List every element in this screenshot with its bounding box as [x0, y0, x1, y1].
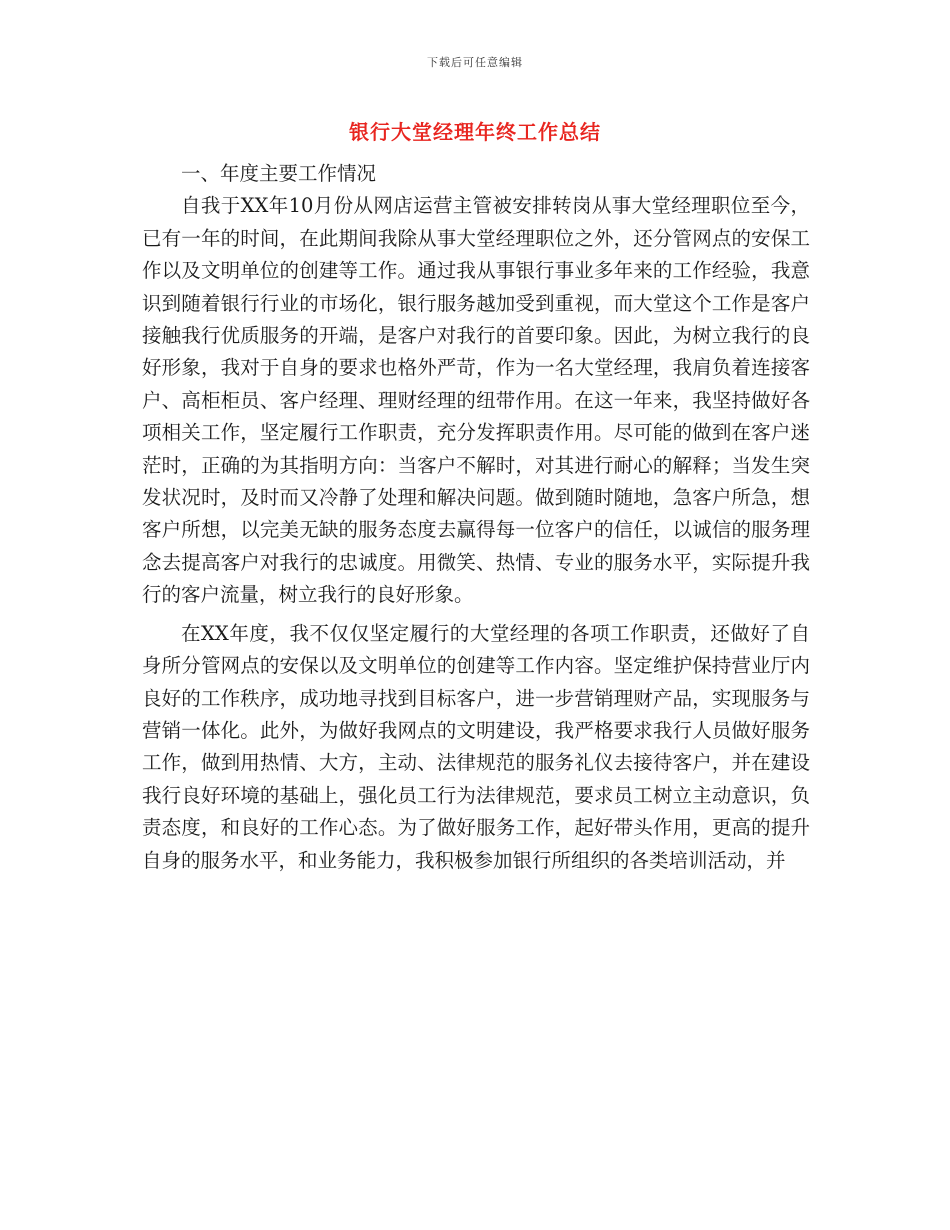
paragraph-2: 在XX年度，我不仅仅坚定履行的大堂经理的各项工作职责，还做好了自身所分管网点的安保以及文明单位的创建等工作内容。坚定维护保持营业厅内良好的工作秩序，成功地寻找到目标客户，进一步营销理财产品，实现服务与营销一体化。此外，为做好我网点的文明建设，我严格要求我行人员做好服务工作，做到用热情、大方，主动、法律规范的服务礼仪去接待客户，并在建设我行良好环境的基础上，强化员工行为法律规范，要求员工树立主动意识，负责态度，和良好的工作心态。为了做好服务工作，起好带头作用，更高的提升自身的服务水平，和业务能力，我积极参加银行所组织的各类培训活动，并 — [142, 621, 810, 872]
document-body — [142, 158, 810, 877]
paragraph-1: 自我于XX年10月份从网店运营主管被安排转岗从事大堂经理职位至今，已有一年的时间，在此期间我除从事大堂经理职位之外，还分管网点的安保工作以及文明单位的创建等工作。通过我从事银行事业多年来的工作经验，我意识到随着银行行业的市场化，银行服务越加受到重视，而大堂这个工作是客户接触我行优质服务的开端，是客户对我行的首要印象。因此，为树立我行的良好形象，我对于自身的要求也格外严苛，作为一名大堂经理，我肩负着连接客户、高柜柜员、客户经理、理财经理的纽带作用。在这一年来，我坚持做好各项相关工作，坚定履行工作职责，充分发挥职责作用。尽可能的做到在客户迷茫时，正确的为其指明方向：当客户不解时，对其进行耐心的解释；当发生突发状况时，及时而又冷静了处理和解决问题。做到随时随地，急客户所急，想客户所想，以完美无缺的服务态度去赢得每一位客户的信任，以诚信的服务理念去提高客户对我行的忠诚度。用微笑、热情、专业的服务水平，实际提升我行的客户流量，树立我行的良好形象。 — [142, 194, 810, 607]
header-note: 下载后可任意编辑 — [427, 56, 523, 69]
section-heading: 一、年度主要工作情况 — [181, 162, 377, 185]
document-title: 银行大堂经理年终工作总结 — [349, 120, 601, 144]
